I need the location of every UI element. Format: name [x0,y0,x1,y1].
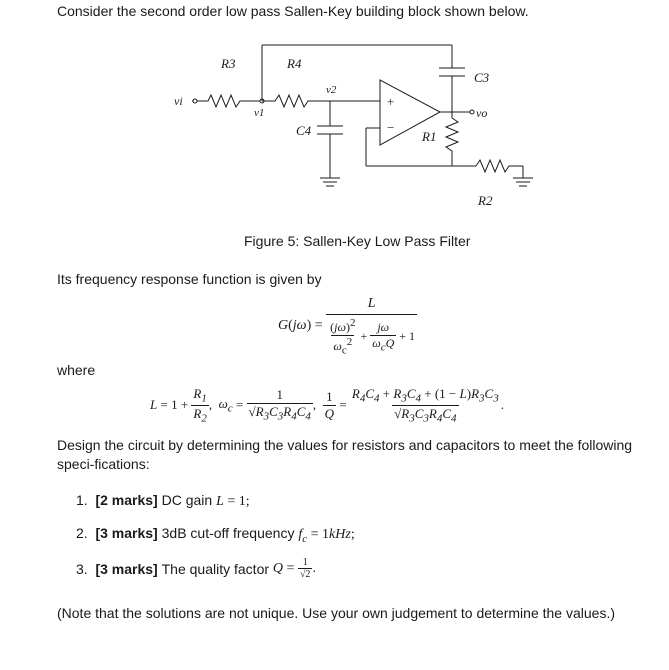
label-v2: v2 [326,84,337,96]
label-minus: − [386,120,395,135]
intro-text: Consider the second order low pass Sallen-Key building block shown below. [57,3,529,19]
r1-resistor [446,118,458,166]
label-plus: + [386,94,395,109]
r4-resistor [262,95,330,107]
sallen-key-circuit [0,0,669,230]
design-text: Design the circuit by determining the values for resistors and capacitors to meet the following speci-fications: [57,437,633,472]
label-v1: v1 [254,107,265,119]
label-vi: vi [174,94,183,108]
spec-item-3: 3. [3 marks] The quality factor Q = $\frac{1}{√2}$ . [76,557,316,580]
label-r4: R4 [287,56,302,71]
figure-caption: Figure 5: Sallen-Key Low Pass Filter [244,233,471,249]
r2-resistor [476,160,523,172]
label-r2: R2 [478,193,493,208]
vi-terminal [193,99,197,103]
vo-terminal [470,110,474,114]
note-text: (Note that the solutions are not unique. Use your own judgement to determine the values.) [57,605,615,621]
label-r1: R1 [422,129,437,144]
label-r3: R3 [221,56,236,71]
label-c3: C3 [474,70,490,85]
r3-resistor [202,95,262,107]
spec-item-2: 2. [3 marks] 3dB cut-off frequency $f_c = 1kHz$; [76,525,355,545]
label-vo: vo [476,106,488,120]
spec-item-1: 1. [2 marks] DC gain L = 1; [76,492,250,509]
gain-equation: G ( jω ) = L $\frac{(j\omega)^2}{\omega_c^2}$ + $\frac{j\omega}{\omega_cQ}$ + 1 [278,296,416,357]
label-c4: C4 [296,123,312,138]
where-text: where [57,362,96,378]
freq-response-text: Its frequency response function is given by [57,271,322,287]
definitions-equation: L = 1 + $\frac{R_1}{R_2}$ , $\omega_c$ = $\frac{1}{√R_3C_3R_4C_4}$ , $\frac{1}{Q}$ = $\frac{R_4C_4 + R_3C_4 + (1 - L)R_3C_3}{√R_3C_3R_4C_4}$ . [150,386,504,425]
